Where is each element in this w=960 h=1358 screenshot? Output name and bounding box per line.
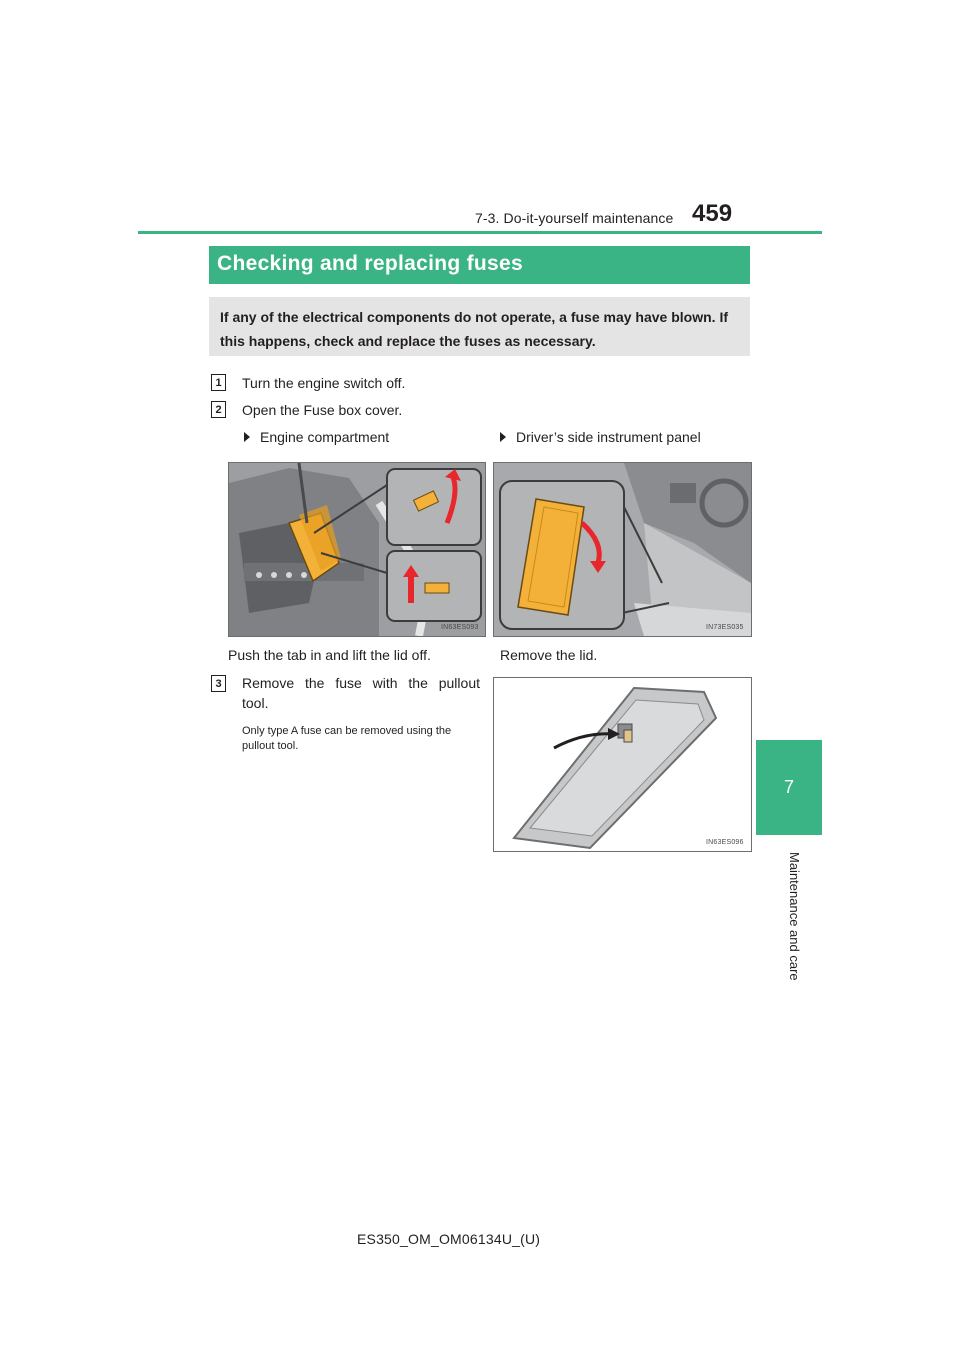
chapter-number: 7 [783, 777, 794, 797]
fuse-box-lid-figure [493, 677, 752, 852]
instrument-panel-illustration [494, 463, 751, 636]
chapter-tab [756, 740, 822, 835]
step-1-text: Turn the engine switch off. [242, 375, 406, 391]
pullout-tool-note: Only type A fuse can be removed using the pullout tool. [242, 725, 452, 752]
step-3-text-line-1: Remove the fuse with the pullout [242, 675, 480, 691]
engine-compartment-illustration [229, 463, 485, 636]
chapter-label: Maintenance and care [787, 852, 802, 981]
figure-code: IN73ES035 [706, 624, 744, 631]
document-footer: ES350_OM_OM06134U_(U) [357, 1231, 541, 1247]
engine-compartment-heading [244, 429, 389, 445]
engine-compartment-figure [228, 462, 486, 637]
triangle-bullet-icon [500, 432, 506, 442]
intro-text: If any of the electrical components do not operate, a fuse may have blown. If this happens, check and replace the fuses as necessary. [220, 309, 728, 349]
step-2-text: Open the Fuse box cover. [242, 402, 403, 418]
figure-code: IN63ES096 [706, 839, 744, 846]
step-1-number: 1 [211, 374, 226, 391]
step-3-text-line-2: tool. [242, 695, 269, 711]
fuse-box-lid-illustration [494, 678, 751, 851]
step-3-number: 3 [211, 675, 226, 692]
instrument-panel-caption: Remove the lid. [500, 647, 598, 663]
step-2-number: 2 [211, 401, 226, 418]
page-title: Checking and replacing fuses [217, 252, 523, 275]
engine-compartment-caption: Push the tab in and lift the lid off. [228, 647, 431, 663]
page-number: 459 [692, 200, 733, 227]
figure-code: IN63ES093 [441, 624, 479, 631]
instrument-panel-label: Driver’s side instrument panel [516, 429, 701, 445]
triangle-bullet-icon [244, 432, 250, 442]
engine-compartment-label: Engine compartment [260, 429, 390, 445]
instrument-panel-heading [500, 429, 701, 445]
instrument-panel-figure [493, 462, 752, 637]
header-rule [138, 231, 822, 234]
section-header: 7-3. Do-it-yourself maintenance [475, 210, 674, 226]
